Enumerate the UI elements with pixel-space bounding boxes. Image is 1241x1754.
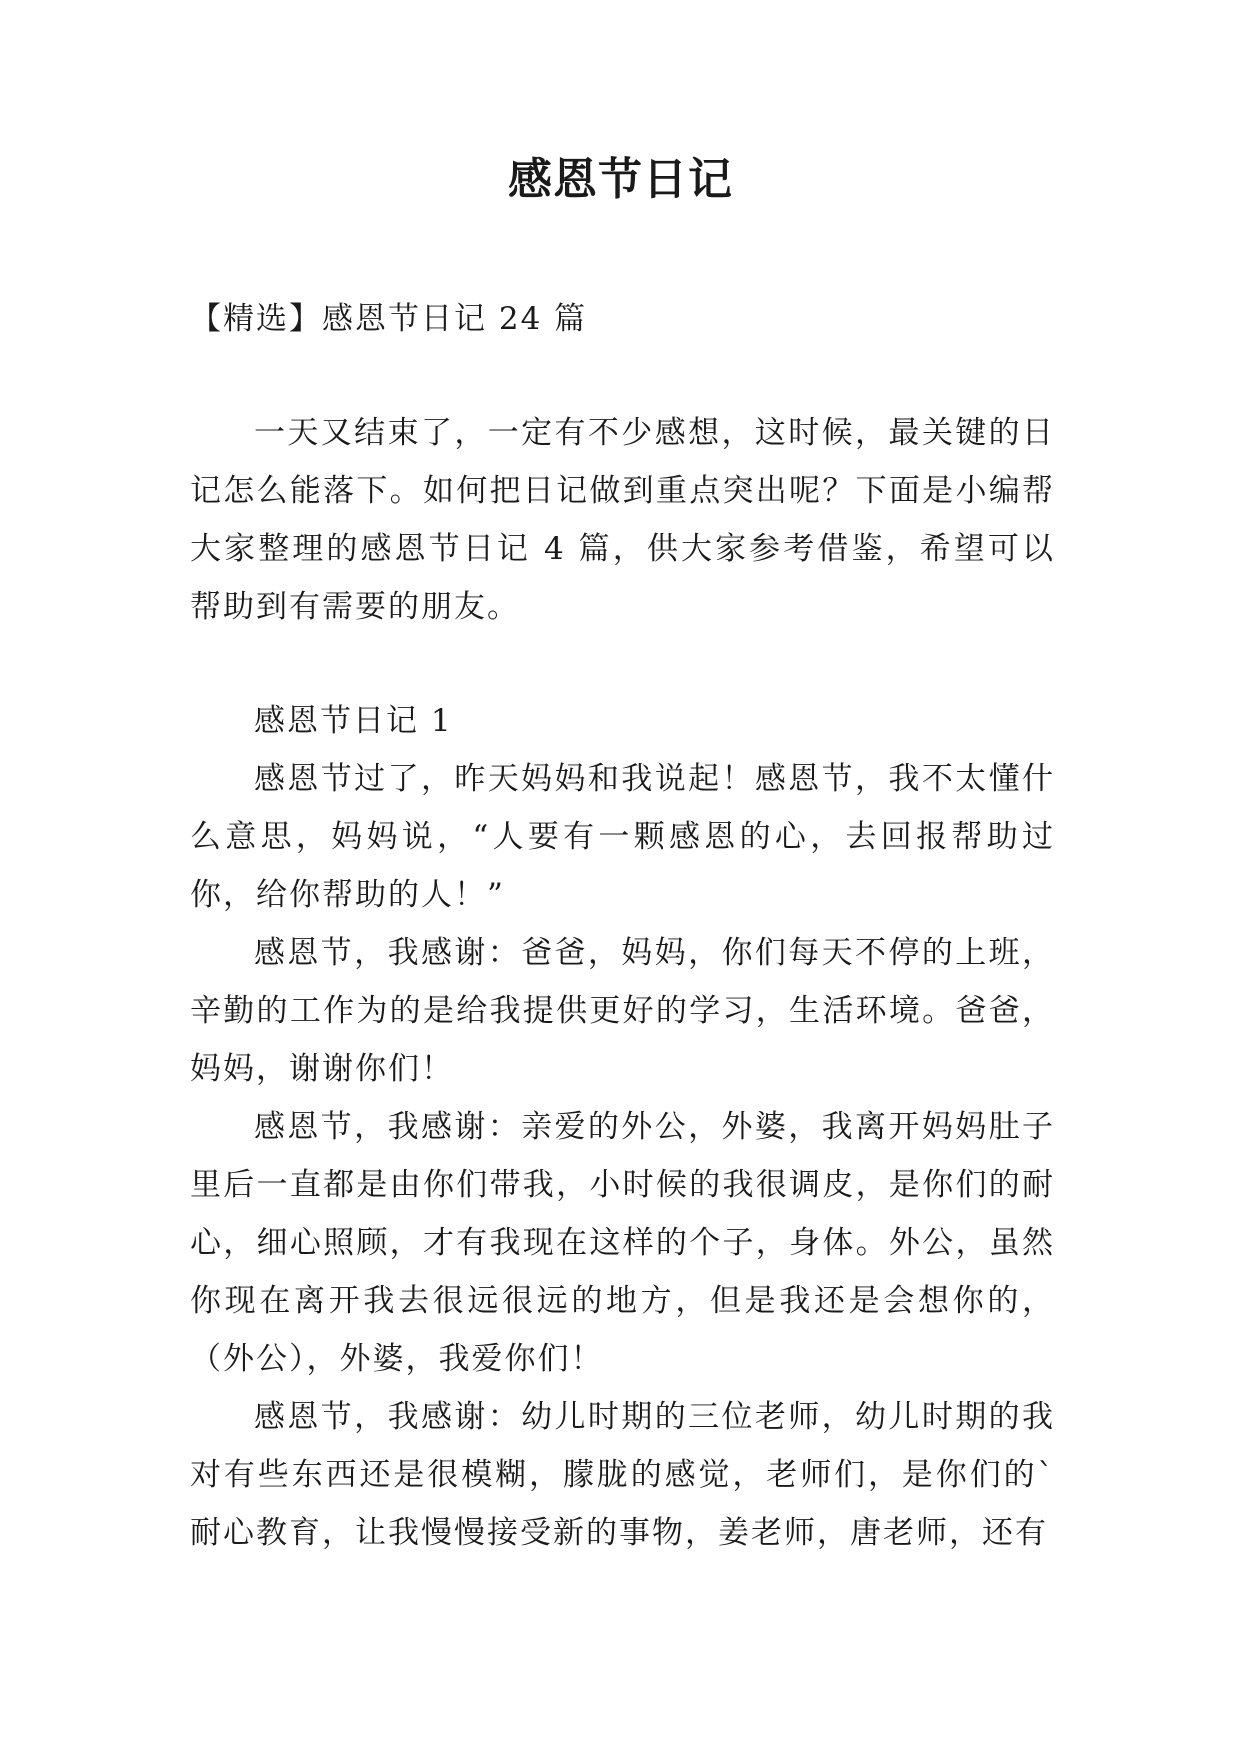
body-paragraph: 感恩节，我感谢：幼儿时期的三位老师，幼儿时期的我对有些东西还是很模糊，朦胧的感觉，老师们，是你们的`耐心教育，让我慢慢接受新的事物，姜老师，唐老师，还有	[190, 1399, 1055, 1551]
document-subtitle: 【精选】感恩节日记 24 篇	[190, 301, 588, 337]
document-title: 感恩节日记	[508, 154, 733, 205]
document-body	[190, 290, 1055, 1562]
body-paragraph: 感恩节过了，昨天妈妈和我说起！感恩节，我不太懂什么意思，妈妈说，“人要有一颗感恩的心，去回报帮助过你，给你帮助的人！”	[190, 761, 1055, 913]
body-paragraph: 感恩节，我感谢：爸爸，妈妈，你们每天不停的上班，辛勤的工作为的是给我提供更好的学习，生活环境。爸爸，妈妈，谢谢你们！	[190, 935, 1055, 1087]
body-paragraph: 感恩节，我感谢：亲爱的外公，外婆，我离开妈妈肚子里后一直都是由你们带我，小时候的我很调皮，是你们的耐心，细心照顾，才有我现在这样的个子，身体。外公，虽然你现在离开我去很远很远的地方，但是我还是会想你的，（外公），外婆，我爱你们！	[190, 1109, 1055, 1377]
intro-paragraph: 一天又结束了，一定有不少感想，这时候，最关键的日记怎么能落下。如何把日记做到重点突出呢？下面是小编帮大家整理的感恩节日记 4 篇，供大家参考借鉴，希望可以帮助到有需要的朋友。	[190, 415, 1055, 625]
section-heading: 感恩节日记 1	[254, 703, 453, 739]
